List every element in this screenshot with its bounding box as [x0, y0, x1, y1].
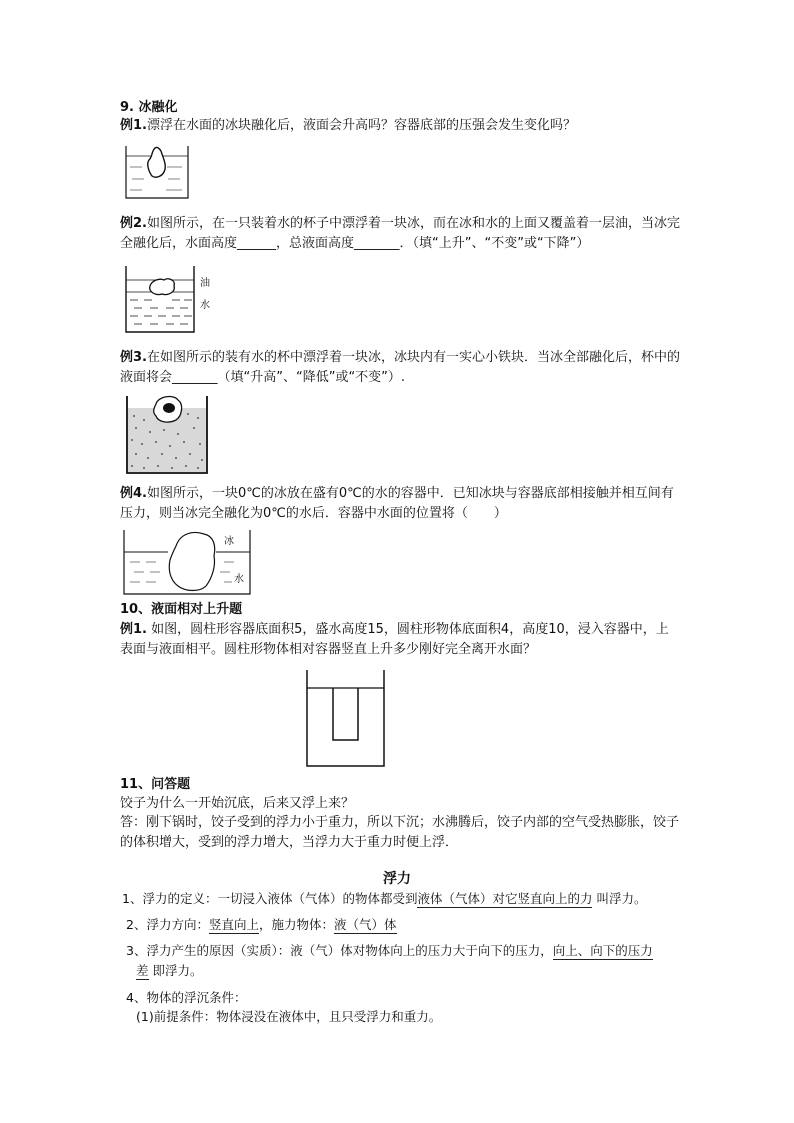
buoyancy-item-3	[126, 941, 653, 961]
buoyancy-item-3-cont	[136, 961, 203, 981]
item-underlined: 差	[136, 963, 149, 978]
example-label: 例3.	[120, 350, 147, 365]
figure-ice-iron-cup	[124, 394, 210, 476]
item-text: 1、浮力的定义：一切浸入液体（气体）的物体都受到	[122, 891, 418, 906]
example-9-4-line2: 压力，则当冰完全融化为0℃的水后．容器中水面的位置将（ ）	[120, 506, 507, 521]
example-text: 如图所示，一块0℃的冰放在盛有0℃的水的容器中．已知冰块与容器底部相接触并相互间有	[146, 486, 674, 501]
label-water: 水	[200, 300, 210, 311]
example-text: 漂浮在水面的冰块融化后，液面会升高吗？容器底部的压强会发生变化吗？	[146, 118, 576, 133]
item-text: 2、浮力方向：	[126, 917, 209, 932]
answer-line2: 的体积增大，受到的浮力增大，当浮力大于重力时便上浮．	[120, 835, 459, 850]
example-text: 如图，圆柱形容器底面积5，盛水高度15，圆柱形物体底面积4，高度10，浸入容器中，上	[146, 622, 669, 637]
example-10-1-line2: 表面与液面相平。圆柱形物体相对容器竖直上升多少刚好完全离开水面？	[120, 642, 537, 657]
example-label: 例1.	[120, 622, 147, 637]
example-9-4-line1	[120, 484, 674, 504]
section-9-heading: 9. 冰融化	[120, 100, 178, 115]
item-text: 叫浮力。	[592, 891, 647, 906]
example-9-1	[120, 116, 576, 136]
item-text: ，施力物体：	[258, 917, 334, 932]
figure-ice-bottom	[120, 526, 254, 598]
item-underlined: 向上、向下的压力	[552, 943, 653, 958]
example-label: 例1.	[120, 118, 147, 133]
example-label: 例2.	[120, 216, 147, 231]
example-label: 例4.	[120, 486, 147, 501]
label-oil: 油	[200, 278, 210, 289]
item-underlined: 液（气）体	[334, 917, 397, 932]
figure-ice-cup	[122, 142, 192, 202]
figure-oil-water-cup	[122, 262, 222, 336]
example-9-3-line2: 液面将会_______（填“升高”、“降低”或“不变”）.	[120, 370, 406, 385]
buoyancy-title: 浮力	[383, 871, 411, 887]
buoyancy-item-2	[126, 915, 397, 935]
item-underlined: 液体（气体）对它竖直向上的力	[417, 891, 593, 906]
label-ice: 冰	[224, 536, 234, 547]
label-water: 水	[234, 574, 244, 585]
example-9-2-line1	[120, 214, 680, 234]
example-10-1-line1	[120, 620, 669, 640]
item-underlined: 竖直向上	[208, 917, 259, 932]
figure-cylinder-container	[304, 668, 388, 770]
example-9-2-line2: 全融化后，水面高度______，总液面高度_______．（填“上升”、“不变”或“下降”）	[120, 236, 590, 251]
section-10-heading: 10、液面相对上升题	[120, 602, 243, 617]
buoyancy-item-1	[122, 889, 646, 909]
buoyancy-item-4-sub: (1)前提条件：物体浸没在液体中，且只受浮力和重力。	[136, 1009, 442, 1024]
item-text: 3、浮力产生的原因（实质）：液（气）体对物体向上的压力大于向下的压力，	[126, 943, 553, 958]
item-text: 即浮力。	[148, 963, 203, 978]
example-text: 如图所示，在一只装着水的杯子中漂浮着一块冰，而在冰和水的上面又覆盖着一层油，当冰完	[146, 216, 680, 231]
example-9-3-line1	[120, 348, 680, 368]
question-text: 饺子为什么一开始沉底，后来又浮上来？	[120, 796, 355, 811]
example-text: 在如图所示的装有水的杯中漂浮着一块冰，冰块内有一实心小铁块．当冰全部融化后，杯中的	[146, 350, 680, 365]
section-11-heading: 11、问答题	[120, 777, 191, 792]
answer-line1: 答：刚下锅时，饺子受到的浮力小于重力，所以下沉；水沸腾后，饺子内部的空气受热膨胀，饺子	[120, 815, 680, 830]
buoyancy-item-4: 4、物体的浮沉条件：	[126, 990, 247, 1005]
